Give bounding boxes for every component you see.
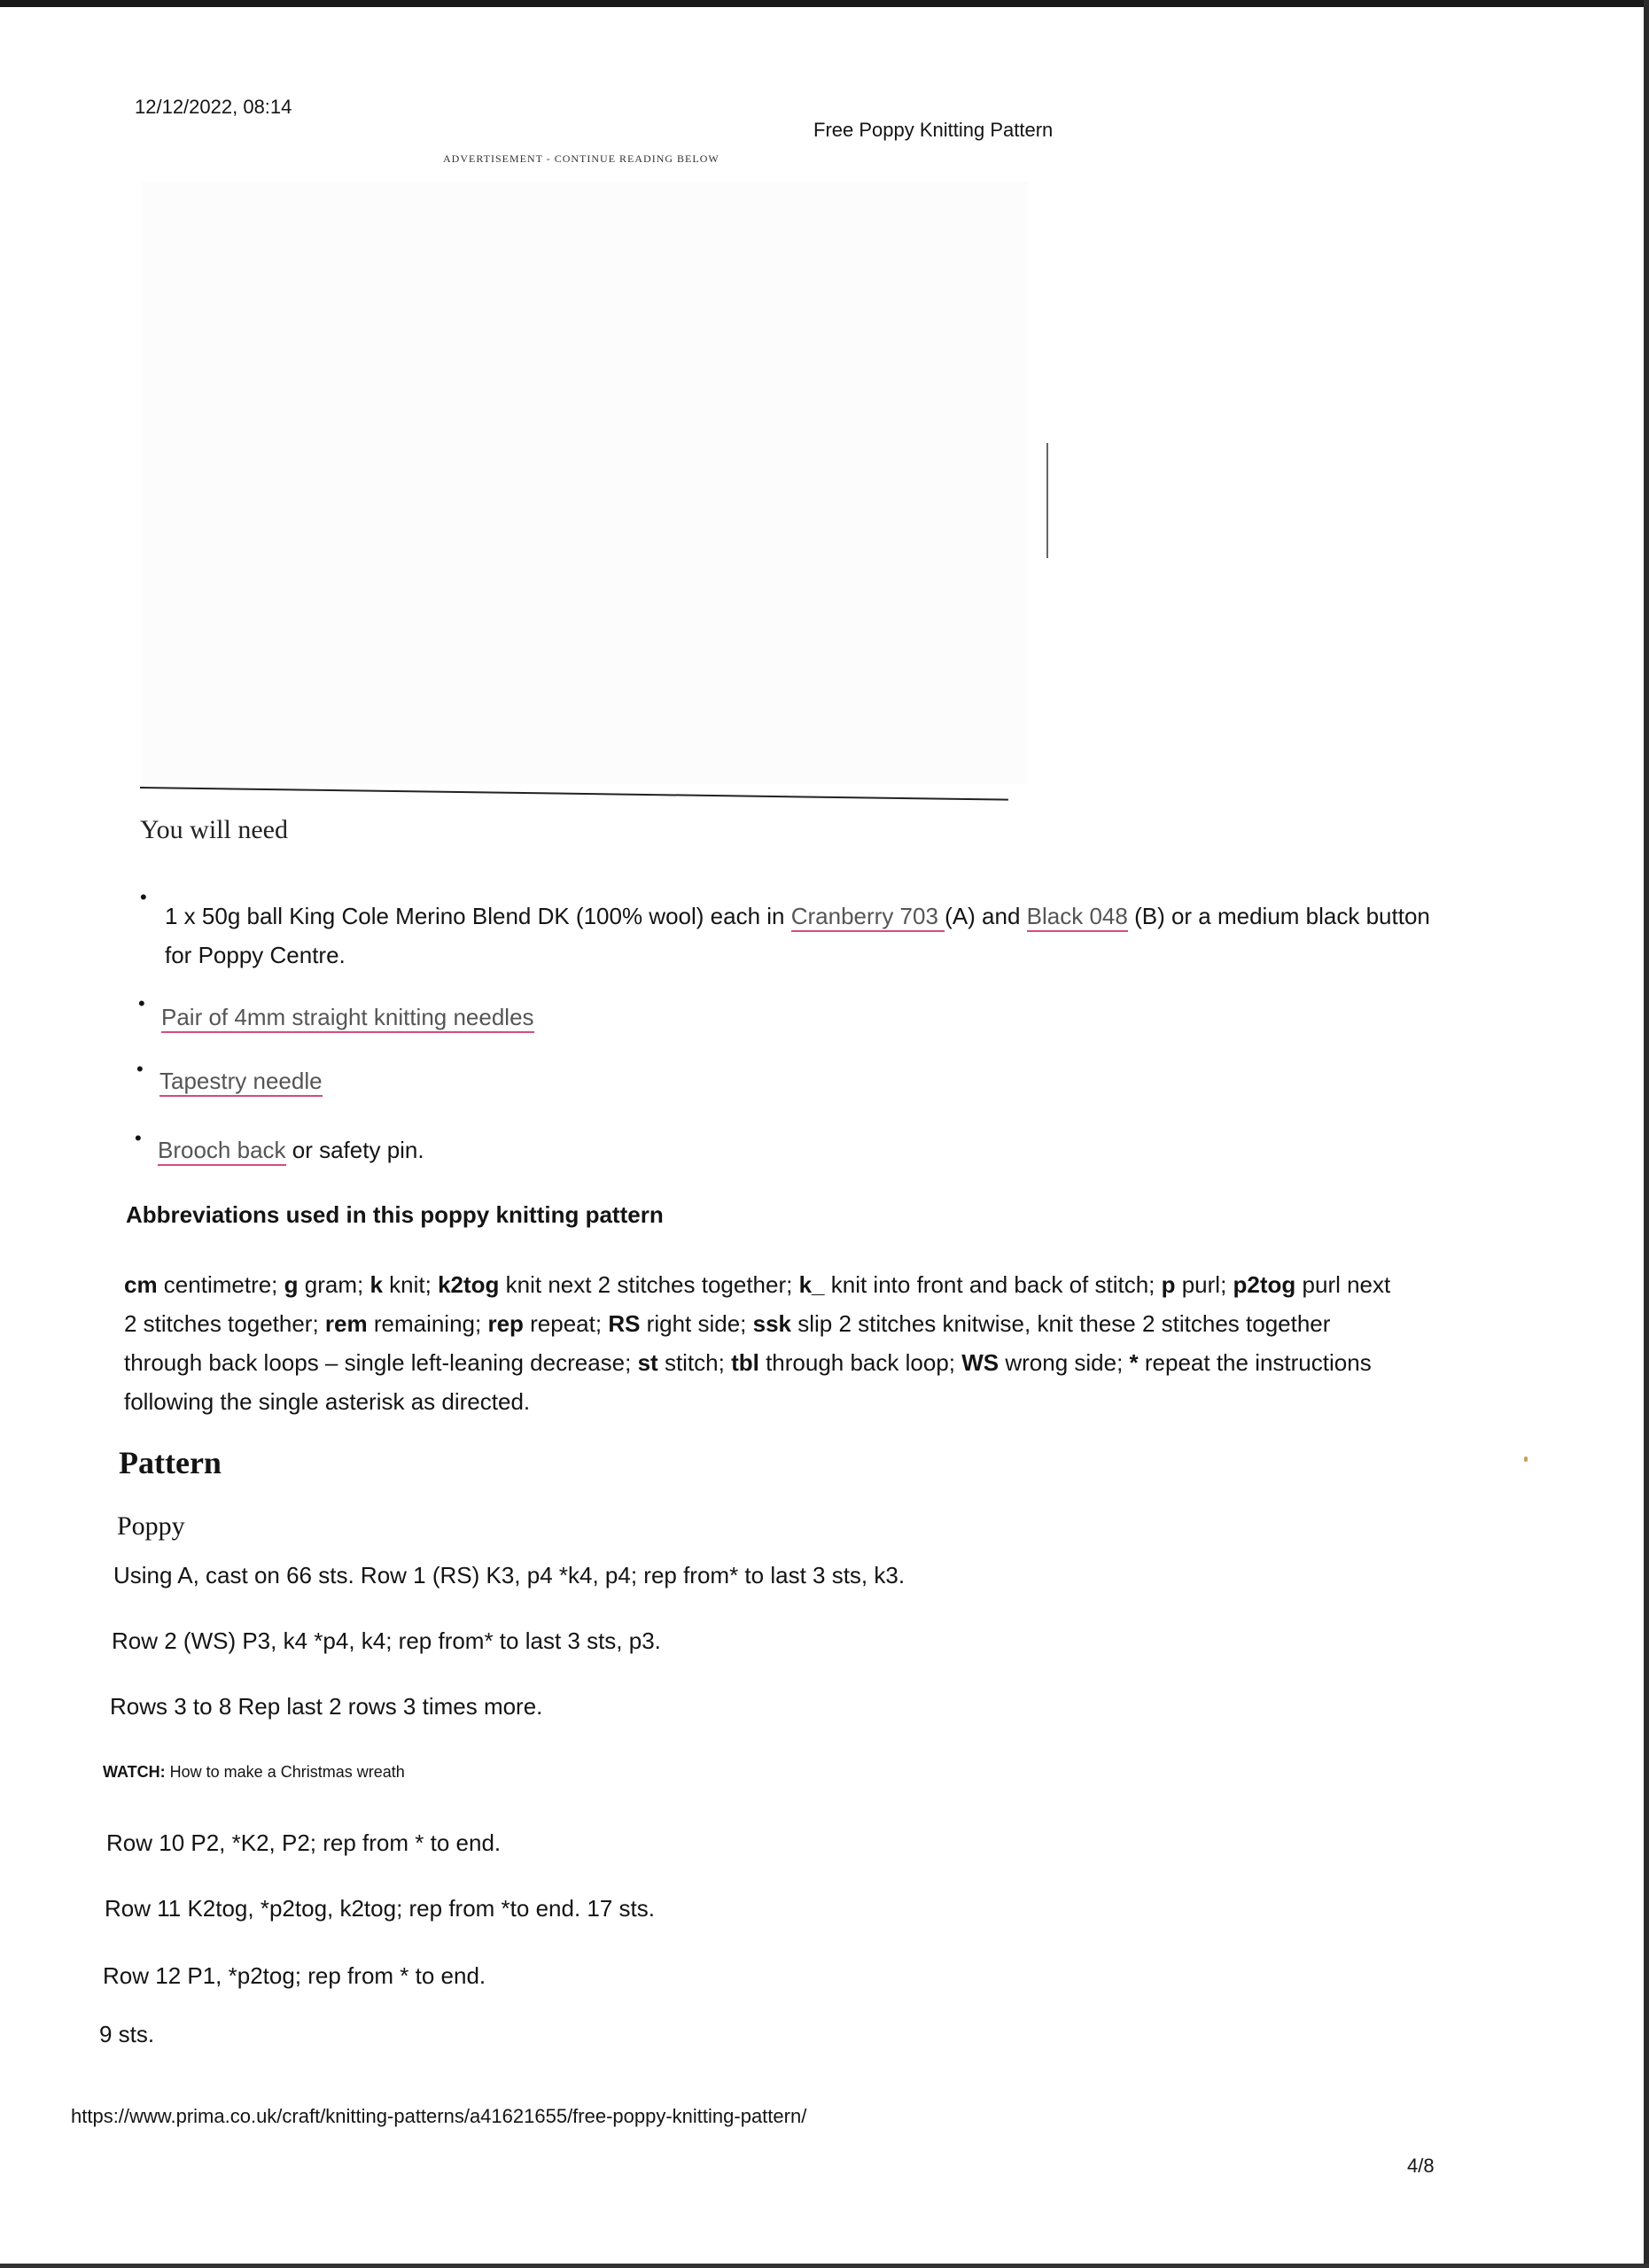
footer-url: https://www.prima.co.uk/craft/knitting-patterns/a41621655/free-poppy-knitting-pattern/ bbox=[71, 2105, 807, 2127]
abbr-term: rep bbox=[487, 1310, 524, 1337]
abbr-term: p2tog bbox=[1233, 1271, 1296, 1298]
bullet-icon: • bbox=[136, 1058, 144, 1080]
poppy-subheading: Poppy bbox=[117, 1511, 185, 1541]
link-brooch-back[interactable]: Brooch back bbox=[158, 1137, 286, 1166]
advertisement-area bbox=[142, 182, 1028, 784]
bullet-icon: • bbox=[140, 886, 147, 908]
abbr-def: slip 2 stitches knitwise, knit these 2 stitches together through back loops – single left-leaning decrease; bbox=[124, 1310, 1331, 1376]
page-title: Free Poppy Knitting Pattern bbox=[813, 119, 1054, 141]
link-black-048[interactable]: Black 048 bbox=[1027, 903, 1128, 932]
scan-edge-top bbox=[0, 0, 1649, 7]
abbr-def: purl; bbox=[1175, 1271, 1233, 1298]
abbr-term: * bbox=[1129, 1349, 1139, 1376]
abbr-term: k2tog bbox=[438, 1271, 500, 1298]
abbr-term: p bbox=[1161, 1271, 1176, 1298]
link-cranberry-703[interactable]: Cranberry 703 bbox=[791, 903, 945, 932]
list-item-yarn bbox=[165, 897, 1432, 975]
abbr-def: repeat the instructions following the single asterisk as directed. bbox=[124, 1349, 1372, 1415]
advertisement-label: ADVERTISEMENT - CONTINUE READING BELOW bbox=[443, 152, 719, 165]
link-knitting-needles[interactable]: Pair of 4mm straight knitting needles bbox=[161, 1004, 534, 1033]
abbr-def: through back loop; bbox=[758, 1349, 962, 1376]
scan-speck bbox=[1524, 1456, 1528, 1462]
yarn-text-mid: (A) and bbox=[945, 903, 1027, 929]
watch-link[interactable] bbox=[103, 1763, 405, 1782]
abbr-def: wrong side; bbox=[999, 1349, 1130, 1376]
abbreviations-heading: Abbreviations used in this poppy knitting pattern bbox=[126, 1201, 664, 1228]
pattern-row: Row 2 (WS) P3, k4 *p4, k4; rep from* to last 3 sts, p3. bbox=[112, 1627, 661, 1654]
pattern-row: Row 11 K2tog, *p2tog, k2tog; rep from *to end. 17 sts. bbox=[105, 1895, 655, 1922]
page-number: 4/8 bbox=[1407, 2155, 1435, 2177]
abbr-term: rem bbox=[324, 1310, 368, 1337]
brooch-text-after: or safety pin. bbox=[285, 1137, 424, 1163]
pattern-stitch-count: 9 sts. bbox=[99, 2021, 155, 2047]
print-timestamp: 12/12/2022, 08:14 bbox=[135, 96, 292, 118]
abbr-term: cm bbox=[124, 1271, 158, 1298]
abbr-def: remaining; bbox=[367, 1310, 488, 1337]
abbr-def: knit next 2 stitches together; bbox=[499, 1271, 799, 1298]
link-tapestry-needle[interactable]: Tapestry needle bbox=[159, 1068, 323, 1097]
abbr-def: purl next 2 stitches together; bbox=[124, 1271, 1391, 1337]
list-item-tapestry bbox=[159, 1061, 1427, 1100]
section-divider bbox=[140, 787, 1008, 801]
pattern-heading: Pattern bbox=[119, 1445, 222, 1480]
abbr-def: stitch; bbox=[657, 1349, 732, 1376]
list-item-needles bbox=[161, 998, 1428, 1037]
yarn-text-after: (B) or a medium black button for Poppy Centre. bbox=[165, 903, 1430, 968]
abbr-term: RS bbox=[608, 1310, 641, 1337]
list-item-brooch bbox=[158, 1130, 1425, 1169]
abbr-def: centimetre; bbox=[157, 1271, 284, 1298]
abbr-term: g bbox=[284, 1271, 299, 1298]
ad-edge-mark bbox=[1046, 443, 1048, 558]
abbreviations-paragraph bbox=[124, 1265, 1409, 1421]
you-will-need-heading: You will need bbox=[140, 815, 288, 844]
yarn-text: 1 x 50g ball King Cole Merino Blend DK (100% wool) each in bbox=[165, 903, 791, 929]
abbr-def: knit; bbox=[382, 1271, 439, 1298]
abbr-def: repeat; bbox=[523, 1310, 609, 1337]
abbr-def: gram; bbox=[298, 1271, 370, 1298]
pattern-row: Rows 3 to 8 Rep last 2 rows 3 times more. bbox=[110, 1693, 543, 1720]
abbr-term: tbl bbox=[731, 1349, 759, 1376]
abbr-def: right side; bbox=[640, 1310, 753, 1337]
abbr-term: st bbox=[637, 1349, 658, 1376]
abbr-term: k_ bbox=[798, 1271, 825, 1298]
bullet-icon: • bbox=[138, 992, 145, 1014]
watch-label: WATCH: bbox=[103, 1763, 166, 1781]
pattern-row: Row 10 P2, *K2, P2; rep from * to end. bbox=[106, 1829, 502, 1856]
scan-edge-bottom bbox=[0, 2264, 1649, 2268]
scan-edge-right bbox=[1644, 0, 1649, 2268]
bullet-icon: • bbox=[135, 1127, 142, 1149]
abbr-term: WS bbox=[961, 1349, 1000, 1376]
pattern-row: Row 12 P1, *p2tog; rep from * to end. bbox=[103, 1962, 486, 1989]
pattern-row: Using A, cast on 66 sts. Row 1 (RS) K3, p4 *k4, p4; rep from* to last 3 sts, k3. bbox=[113, 1562, 906, 1588]
abbr-def: knit into front and back of stitch; bbox=[824, 1271, 1162, 1298]
abbr-term: k bbox=[369, 1271, 383, 1298]
watch-text: How to make a Christmas wreath bbox=[165, 1763, 405, 1781]
abbr-term: ssk bbox=[752, 1310, 792, 1337]
